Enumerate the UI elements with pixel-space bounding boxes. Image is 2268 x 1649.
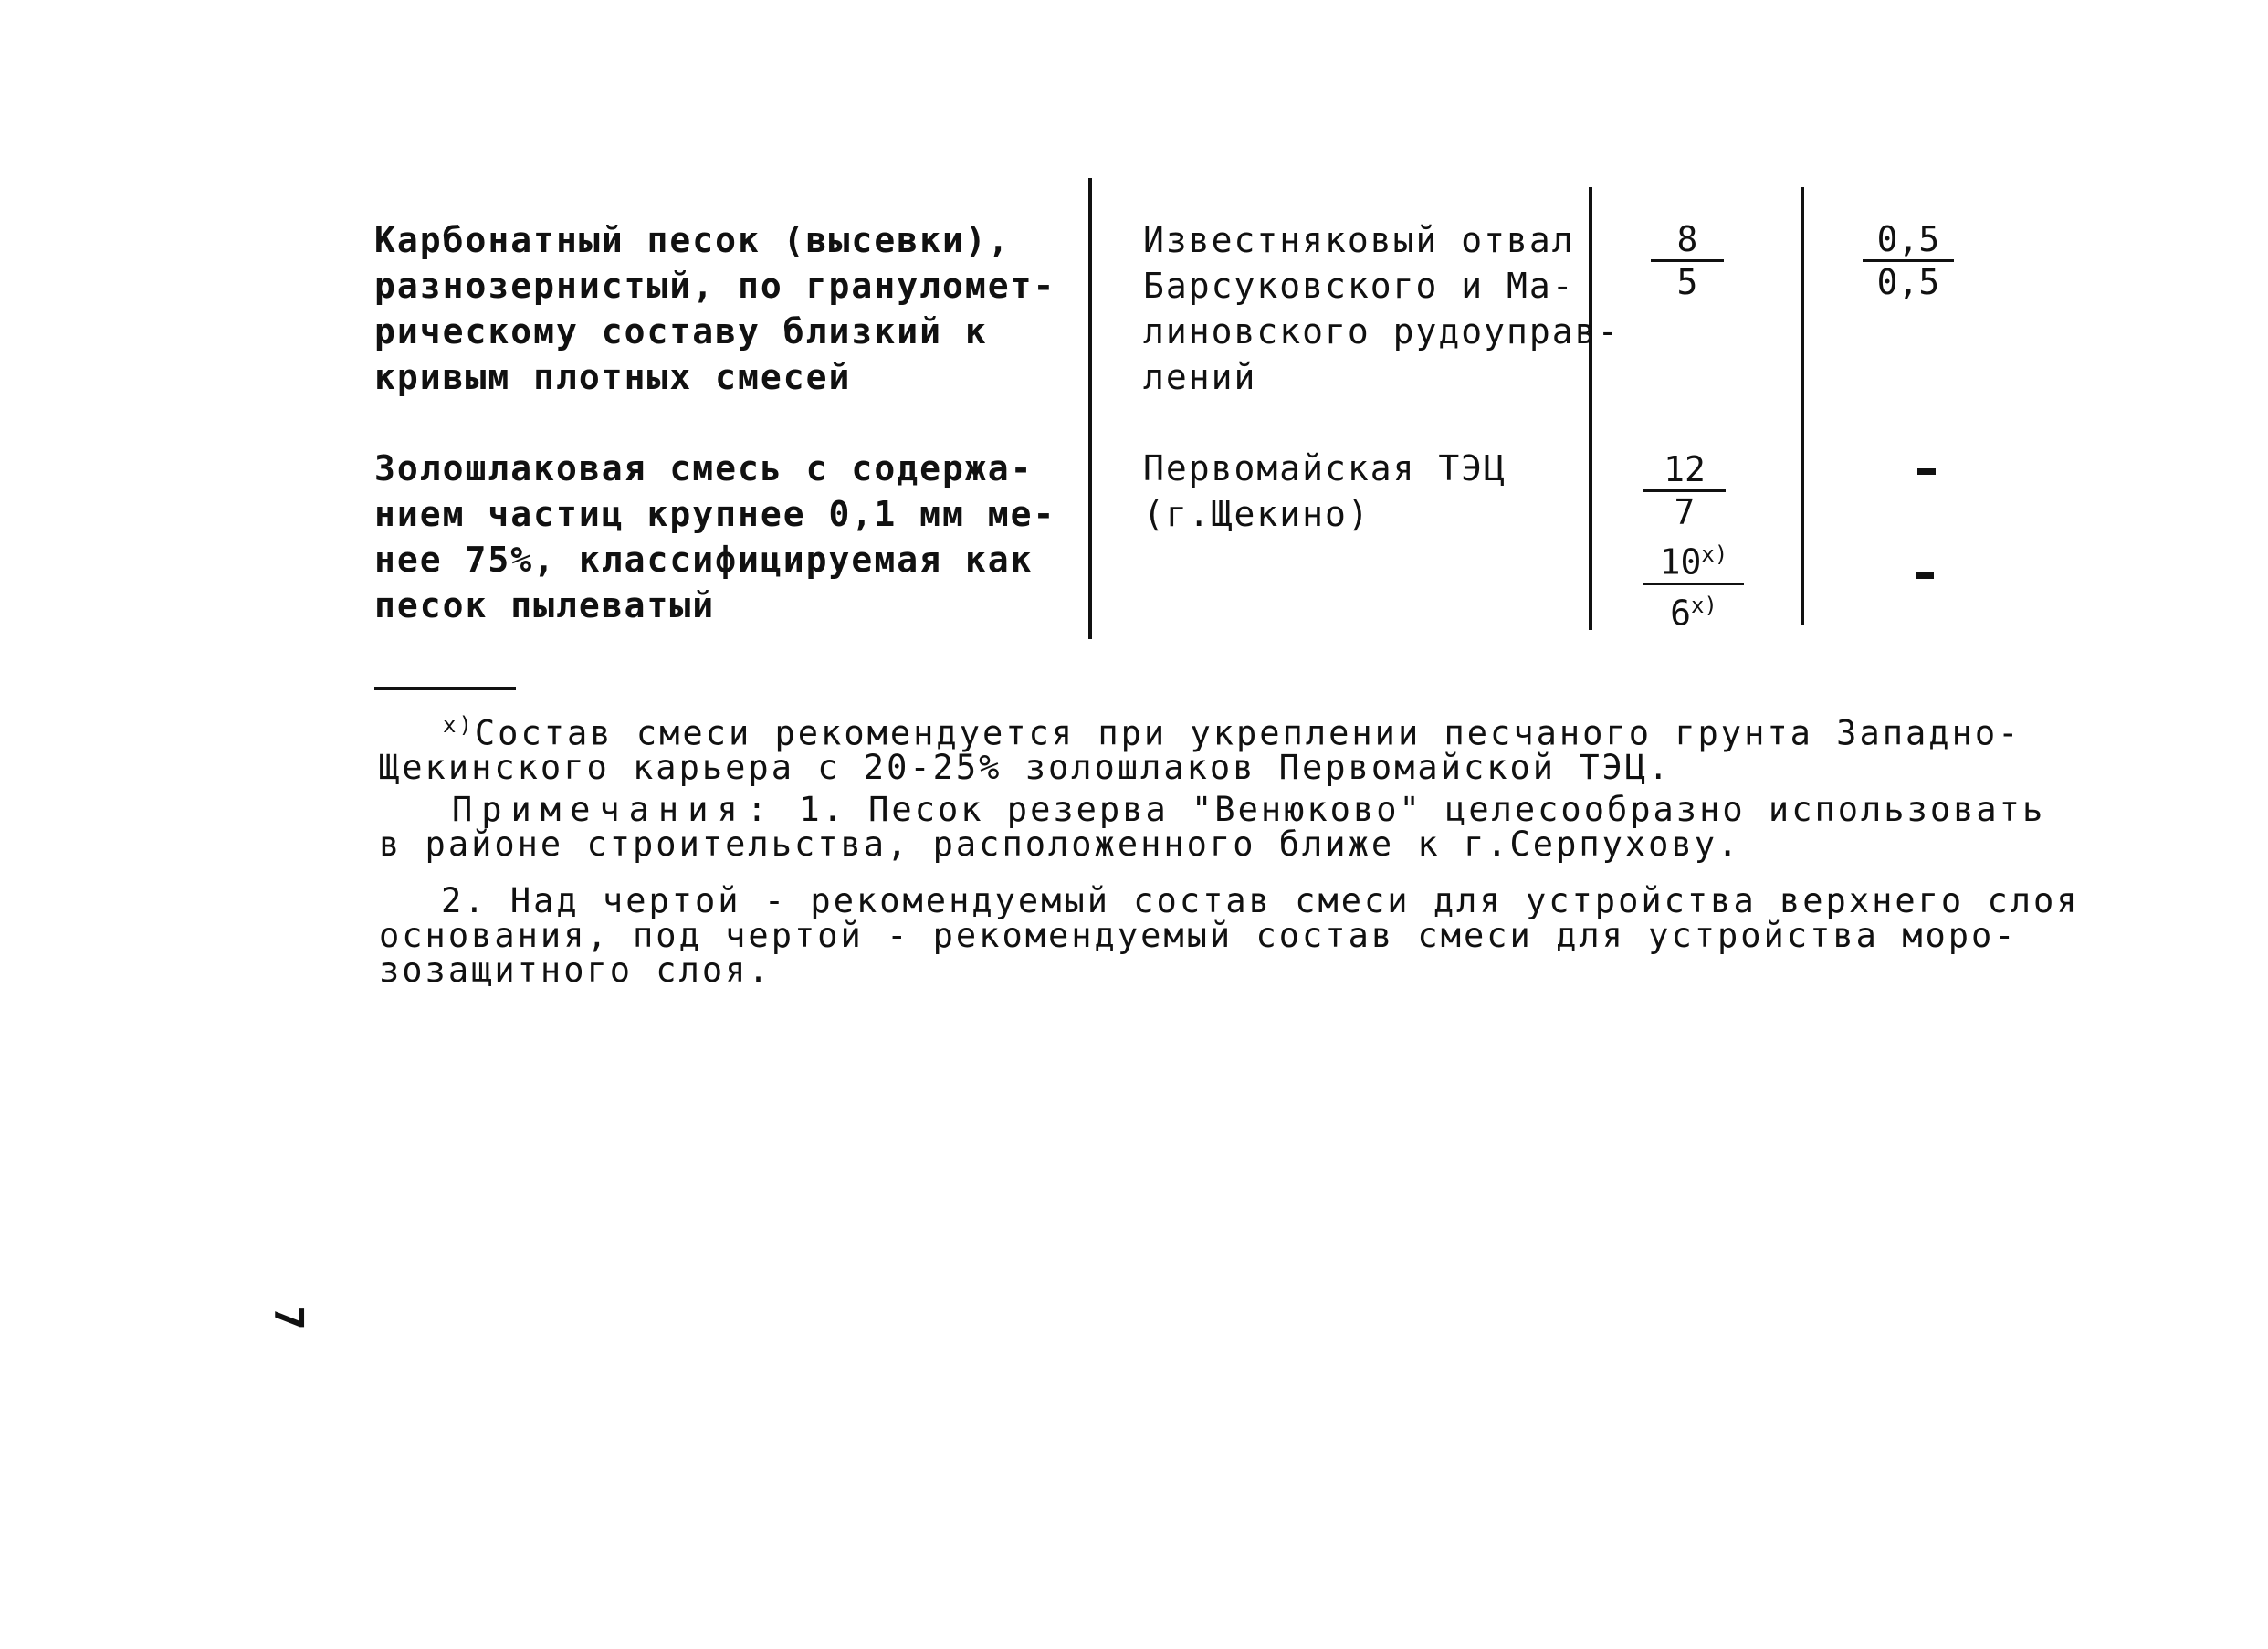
- note-2-line-2: основания, под чертой - рекомендуемый состав смеси для устройства моро-: [379, 916, 2018, 955]
- footnote: [379, 708, 2050, 788]
- table-row-2-material: [374, 446, 1077, 628]
- note-1-line-1: Примечания: 1. Песок резерва "Венюково" целесообразно использовать: [452, 790, 2046, 829]
- fraction-numerator: 0,5: [1863, 219, 1954, 262]
- source-line: линовского рудоуправ-: [1143, 311, 1621, 352]
- note-2-line-1: 2. Над чертой - рекомендуемый состав смеси для устройства верхнего слоя: [441, 881, 2080, 920]
- row-2-col4-dash-1: [1917, 468, 1936, 475]
- note-1-line-2: в районе строительства, расположенного ближе к г.Серпухову.: [379, 824, 1741, 864]
- fraction-denominator: 7: [1674, 492, 1696, 532]
- column-separator-3: [1801, 187, 1804, 625]
- fraction-numerator: 10$^{x)}$: [1643, 534, 1744, 585]
- material-line: Карбонатный песок (высевки),: [374, 220, 1011, 260]
- footnote-rule: [374, 687, 516, 690]
- fraction-numerator: 12: [1643, 449, 1726, 492]
- source-line: Первомайская ТЭЦ: [1143, 448, 1507, 488]
- material-line: Золошлаковая смесь с содержа-: [374, 448, 1034, 488]
- row-1-col3-fraction: [1651, 219, 1724, 302]
- source-line: лений: [1143, 357, 1257, 397]
- source-line: Известняковый отвал: [1143, 220, 1575, 260]
- row-2-col4-dash-2: [1916, 572, 1934, 579]
- row-2-col3-fraction-2: [1643, 534, 1744, 633]
- page-number: 7: [264, 1306, 311, 1330]
- footnote-line-1: $^{x)}$Состав смеси рекомендуется при укреплении песчаного грунта Западно-: [443, 712, 2021, 753]
- footnote-marker: x): [443, 712, 475, 738]
- material-line: нием частиц крупнее 0,1 мм ме-: [374, 494, 1056, 534]
- table-row-2-source: [1143, 446, 1600, 537]
- row-1-col4-fraction: [1863, 219, 1954, 302]
- table-row-1-material: [374, 217, 1077, 400]
- footnote-line-2: Щекинского карьера с 20-25% золошлаков Первомайской ТЭЦ.: [379, 748, 1672, 788]
- table-row-1-source: [1143, 217, 1621, 400]
- material-line: разнозернистый, по грануломет-: [374, 266, 1056, 306]
- material-line: песок пылеватый: [374, 585, 716, 625]
- note-2-line-3: зозащитного слоя.: [379, 951, 772, 990]
- notes-note-1: [379, 790, 2050, 864]
- material-line: рическому составу близкий к: [374, 311, 988, 352]
- column-separator-1: [1088, 178, 1092, 639]
- fraction-denominator: 0,5: [1876, 262, 1940, 302]
- source-line: (г.Щекино): [1143, 494, 1370, 534]
- fraction-denominator: 5: [1676, 262, 1698, 302]
- notes-heading: Примечания:: [452, 790, 777, 829]
- source-line: Барсуковского и Ма-: [1143, 266, 1575, 306]
- material-line: кривым плотных смесей: [374, 357, 852, 397]
- notes-note-2: [379, 881, 2080, 990]
- material-line: нее 75%, классифицируемая как: [374, 540, 1034, 580]
- row-2-col3-fraction-1: [1643, 449, 1726, 532]
- fraction-numerator: 8: [1651, 219, 1724, 262]
- fraction-denominator: 6$^{x)}$: [1670, 592, 1717, 634]
